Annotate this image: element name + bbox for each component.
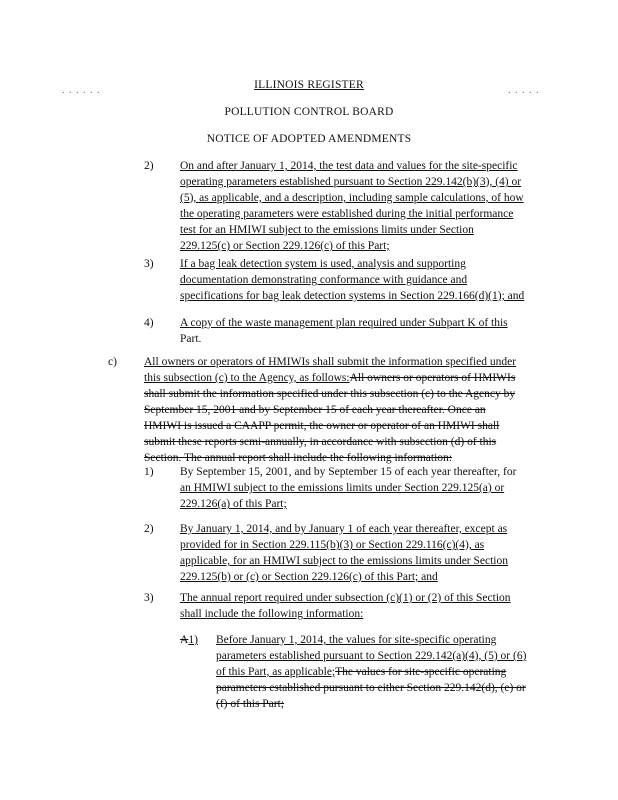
item-2-text: On and after January 1, 2014, the test data and values for the site-specific operating parameters established pursuant to Section 229.142(b)(3), (4) or (5), as applicable, and a description, including sample calculations, of how the operating parameters were established during the initial performance test for an HMIWI subject to the emissions limits under Section 229.125(c) or Section 229.126(c) of this Part; — [180, 160, 524, 252]
c-item-3-number: 3) — [144, 592, 154, 604]
section-c-number: c) — [108, 356, 117, 368]
sub-a-number: A1) — [180, 634, 198, 646]
notice-title: NOTICE OF ADOPTED AMENDMENTS — [206, 133, 412, 145]
c-item-1-text: By September 15, 2001, and by September 15 of each year thereafter, for an HMIWI subject to the emissions limits under Section 229.125(a) or 229.126(a) of this Part; — [180, 466, 517, 510]
board-title: POLLUTION CONTROL BOARD — [224, 106, 394, 118]
item-3-number: 3) — [144, 258, 154, 270]
margin-dots-left: . . . . . . — [62, 85, 101, 96]
c-item-2-number: 2) — [144, 523, 154, 535]
c-item-3-text: The annual report required under subsection (c)(1) or (2) of this Section shall include the following information: — [180, 592, 511, 620]
section-c-text: All owners or operators of HMIWIs shall submit the information specified under this subsection (c) to the Agency, as follows:All owners or operators of HMIWIs shall submit the information specified under this subsection (c) to the Agency by September 15, 2001 and by September 15 of each year thereafter. Once an HMIWI is issued a CAAPP permit, the owner or operator of an HMIWI shall submit these reports semi-annually, in accordance with subsection (d) of this Section. The annual report shall include the following information: — [144, 356, 517, 464]
register-title: ILLINOIS REGISTER — [254, 79, 364, 91]
sub-a-text: Before January 1, 2014, the values for site-specific operating parameters established pursuant to Section 229.142(a)(4), (5) or (6) of this Part, as applicable;The values for site-specific operating parameters established pursuant to either Section 229.142(d), (e) or (f) of this Part; — [216, 634, 527, 710]
c-item-2-text: By January 1, 2014, and by January 1 of each year thereafter, except as provided for in Section 229.115(b)(3) or Section 229.116(c)(4), as applicable, for an HMIWI subject to the emissions limits under Section 229.125(b) or (c) or Section 229.126(c) of this Part; and — [180, 523, 508, 583]
item-4-text: A copy of the waste management plan required under Subpart K of this Part. — [180, 317, 508, 345]
item-4-number: 4) — [144, 317, 154, 329]
margin-dots-right: . . . . . — [508, 85, 540, 96]
item-2-number: 2) — [144, 160, 154, 172]
item-3-text: If a bag leak detection system is used, analysis and supporting documentation demonstrating conformance with guidance and specifications for bag leak detection systems in Section 229.166(d)(1); and — [180, 258, 525, 302]
c-item-1-number: 1) — [144, 466, 154, 478]
